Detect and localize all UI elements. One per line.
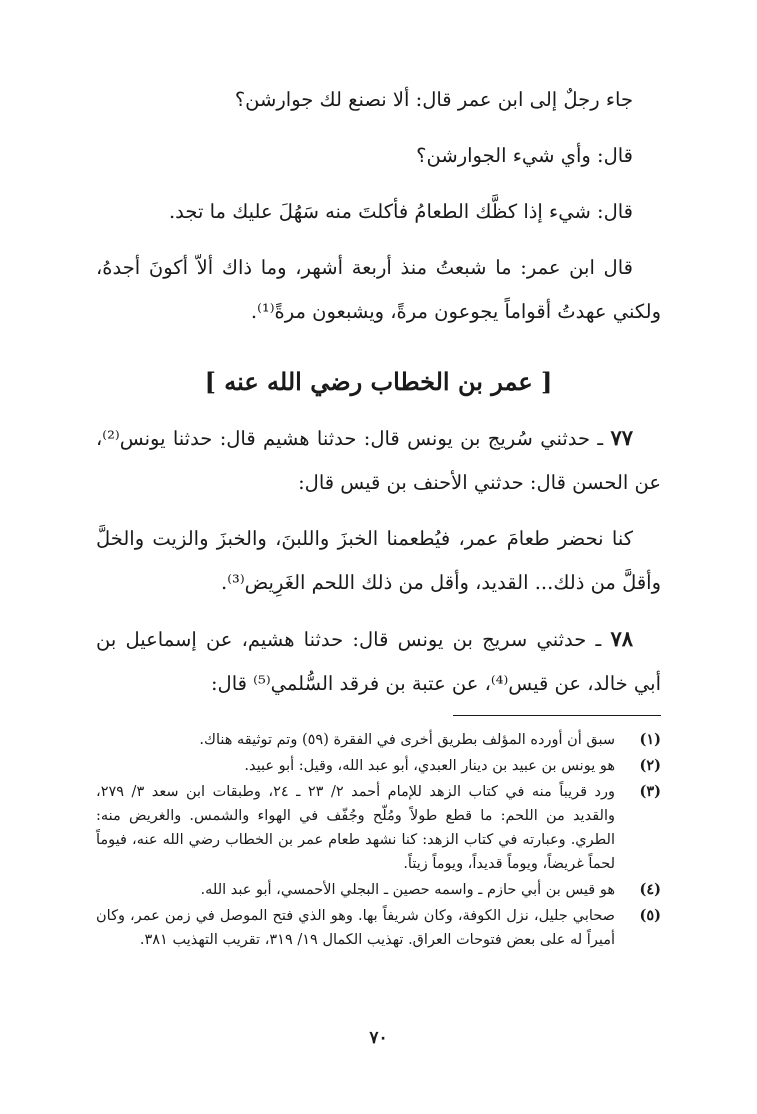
footnote [96, 878, 661, 902]
main-text [96, 78, 661, 706]
footnote [96, 728, 661, 752]
footnote-number: (٣) [639, 783, 661, 800]
hadith-78 [96, 617, 661, 706]
hadith-78-number: ٧٨ [610, 626, 633, 651]
hadith-77-chain: ـ حدثني سُريج بن يونس قال: حدثنا هشيم قال: حدثنا يونس⁽²⁾، عن الحسن قال: حدثني الأحنف بن قيس قال: [96, 427, 661, 494]
footnote-text: ورد قريباً منه في كتاب الزهد للإمام أحمد ٢/ ٢٣ ـ ٢٤، وطبقات ابن سعد ٣/ ٢٧٩، والقديد من اللحم: ما قطع طولاً ومُلّح وجُفّف في الهواء والشمس. والغريض منه: الطري. وعبارته في كتاب الزهد: كنا نشهد طعام عمر بن الخطاب رضي الله عنه، فيوماً لحماً غريضاً، ويوماً قديداً، ويوماً زيتاً. [96, 784, 616, 872]
hadith-77-number: ٧٧ [610, 425, 633, 450]
footnote-text: هو يونس بن عبيد بن دينار العبدي، أبو عبد الله، وقيل: أبو عبيد. [244, 758, 615, 774]
footnote-divider [453, 715, 661, 716]
footnote-text: سبق أن أورده المؤلف بطريق أخرى في الفقرة (٥٩) وتم توثيقه هناك. [199, 732, 615, 748]
paragraph-2: قال: وأي شيء الجوارشن؟ [416, 144, 633, 167]
footnote-number: (١) [639, 731, 661, 748]
footnote-text: صحابي جليل، نزل الكوفة، وكان شريفاً بها. وهو الذي فتح الموصل في زمن عمر، وكان أميراً له على بعض فتوحات العراق. تهذيب الكمال ١٩/ ٣١٩، تقريب التهذيب ٣٨١. [96, 908, 615, 948]
page-number: ٧٠ [369, 1028, 388, 1048]
footnote [96, 754, 661, 778]
footnote-text: هو قيس بن أبي حازم ـ واسمه حصين ـ البجلي الأحمسي، أبو عبد الله. [200, 882, 615, 898]
paragraph-3: قال: شيء إذا كظَّك الطعامُ فأكلتَ منه سَهُلَ عليك ما تجد. [168, 200, 633, 223]
footnote-number: (٥) [639, 907, 661, 924]
footnote [96, 904, 661, 952]
footnote [96, 780, 661, 876]
footnote-number: (٢) [639, 757, 661, 774]
hadith-77 [96, 416, 661, 505]
hadith-78-chain: ـ حدثني سريج بن يونس قال: حدثنا هشيم، عن إسماعيل بن أبي خالد، عن قيس⁽⁴⁾، عن عتبة بن فرقد السُّلمي⁽⁵⁾ قال: [96, 628, 661, 695]
section-heading: [ عمر بن الخطاب رضي الله عنه ] [204, 367, 553, 396]
paragraph-1: جاء رجلٌ إلى ابن عمر قال: ألا نصنع لك جوارشن؟ [234, 88, 633, 111]
footnote-number: (٤) [639, 881, 661, 898]
paragraph-4: قال ابن عمر: ما شبعتُ منذ أربعة أشهر، وما ذاك ألاّ أكونَ أجدهُ، ولكني عهدتُ أقواماً يجوعون مرةً، ويشبعون مرةً⁽¹⁾. [96, 256, 661, 323]
footnotes [96, 728, 661, 954]
hadith-77-body: كنا نحضر طعامَ عمر، فيُطعمنا الخبزَ واللبنَ، والخبزَ والزيت والخلَّ وأقلَّ من ذلك... القديد، وأقل من ذلك اللحم الغَرِيض⁽³⁾. [96, 527, 661, 594]
